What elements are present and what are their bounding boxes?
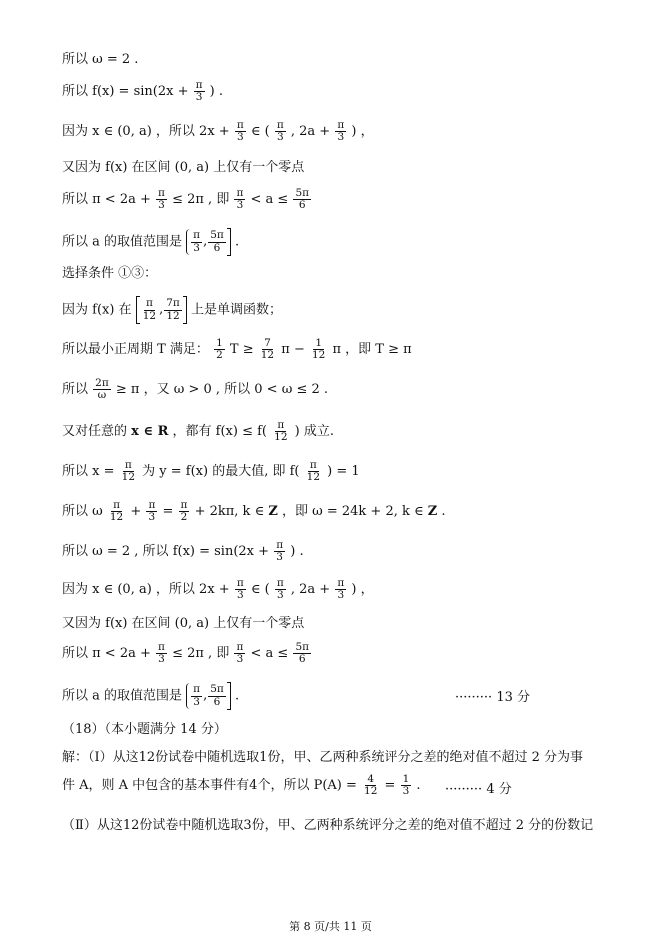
line-choose-condition: 选择条件 ①③：: [62, 266, 158, 281]
fraction-pi-3: $\frac{\pi}{3}$: [276, 119, 284, 144]
text: 所以 f(x) = sin(2x +: [62, 84, 189, 100]
line-omega-bound: 所以 $\frac{2\pi}{\omega}$ ≥ π ，又 ω > 0 , 所以 0 < ω ≤ 2 .: [62, 377, 329, 402]
solution-part-2: （Ⅱ）从这12份试卷中随机选取3份，甲、乙两种系统评分之差的绝对值不超过 2 分的份数记: [62, 818, 594, 833]
line-f-expression-2: 所以 ω = 2 , 所以 f(x) = sin(2x + $\frac{\pi}{3}$ ) .: [62, 539, 304, 564]
line-any-x: 又对任意的 x ∈ R ，都有 f(x) ≤ f( $\frac{\pi}{12}$ ) 成立.: [62, 419, 334, 444]
line-inequality-1: 所以 π < 2a + $\frac{\pi}{3}$ ≤ 2π , 即 $\frac{\pi}{3}$ < a ≤ $\frac{5\pi}{6}$: [62, 187, 310, 212]
line-period: 所以最小正周期 T 满足： $\frac{1}{2}$ T ≥ $\frac{7}{12}$ π − $\frac{1}{12}$ π ，即 T ≥ π: [62, 337, 412, 362]
fraction-pi-3: $\frac{\pi}{3}$: [236, 119, 244, 144]
line-domain-2: 因为 x ∈ (0, a) ，所以 2x + $\frac{\pi}{3}$ ∈ ( $\frac{\pi}{3}$ , 2a + $\frac{\pi}{3}$ ) ，: [62, 577, 374, 602]
line-domain-1: 因为 x ∈ (0, a) ，所以 2x + $\frac{\pi}{3}$ ∈ ( $\frac{\pi}{3}$ , 2a + $\frac{\pi}{3}$ ) ，: [62, 119, 374, 144]
fraction-5pi-6: $\frac{5\pi}{6}$: [295, 187, 310, 212]
line-one-zero: 又因为 f(x) 在区间 (0, a) 上仅有一个零点: [62, 160, 305, 175]
probability-line: 件 A，则 A 中包含的基本事件有4个，所以 P(A) = $\frac{4}{12}$ = $\frac{1}{3}$ .: [62, 773, 421, 798]
fraction-pi-3: $\frac{\pi}{3}$: [158, 187, 165, 212]
line-omega-2: 所以 ω = 2 .: [62, 52, 139, 67]
text: ) .: [209, 84, 224, 100]
interval-open-closed: $\frac{\pi}{3}$ , $\frac{5\pi}{6}$: [186, 228, 231, 256]
line-f-expression: [62, 80, 223, 103]
fraction-pi-3: $\frac{\pi}{3}$: [337, 119, 345, 144]
line-maximum: 所以 x = $\frac{\pi}{12}$ 为 y = f(x) 的最大值, 即 f( $\frac{\pi}{12}$ ) = 1: [62, 459, 360, 484]
problem-18-heading: （18）（本小题满分 14 分）: [62, 722, 227, 737]
line-range-1: 所以 a 的取值范围是 $\frac{\pi}{3}$ , $\frac{5\pi}{6}$ .: [62, 228, 239, 256]
score-4: ········· 4 分: [445, 782, 512, 797]
line-inequality-2: 所以 π < 2a + $\frac{\pi}{3}$ ≤ 2π , 即 $\frac{\pi}{3}$ < a ≤ $\frac{5\pi}{6}$: [62, 641, 310, 666]
fraction-pi-3: $\frac{\pi}{3}$: [195, 79, 203, 104]
line-monotonic: 因为 f(x) 在 $\frac{\pi}{12}$ , $\frac{7\pi}{12}$ 上是单调函数；: [62, 296, 282, 324]
line-omega-general: 所以 ω $\frac{\pi}{12}$ + $\frac{\pi}{3}$ = $\frac{\pi}{2}$ + 2kπ, k ∈ Z ，即 ω = 24k + 2, k ∈ Z .: [62, 499, 446, 524]
line-one-zero-2: 又因为 f(x) 在区间 (0, a) 上仅有一个零点: [62, 616, 305, 631]
fraction-pi-3: $\frac{\pi}{3}$: [236, 187, 244, 212]
page-number: 第 8 页/共 11 页: [289, 920, 372, 933]
line-range-2: 所以 a 的取值范围是 $\frac{\pi}{3}$ , $\frac{5\pi}{6}$ .: [62, 682, 239, 710]
interval-closed: $\frac{\pi}{12}$ , $\frac{7\pi}{12}$: [136, 296, 187, 324]
score-13: ········· 13 分: [455, 690, 530, 705]
interval-open-closed: $\frac{\pi}{3}$ , $\frac{5\pi}{6}$: [186, 682, 231, 710]
solution-part-1: 解：（Ⅰ）从这12份试卷中随机选取1份，甲、乙两种系统评分之差的绝对值不超过 2 分为事: [62, 750, 583, 765]
